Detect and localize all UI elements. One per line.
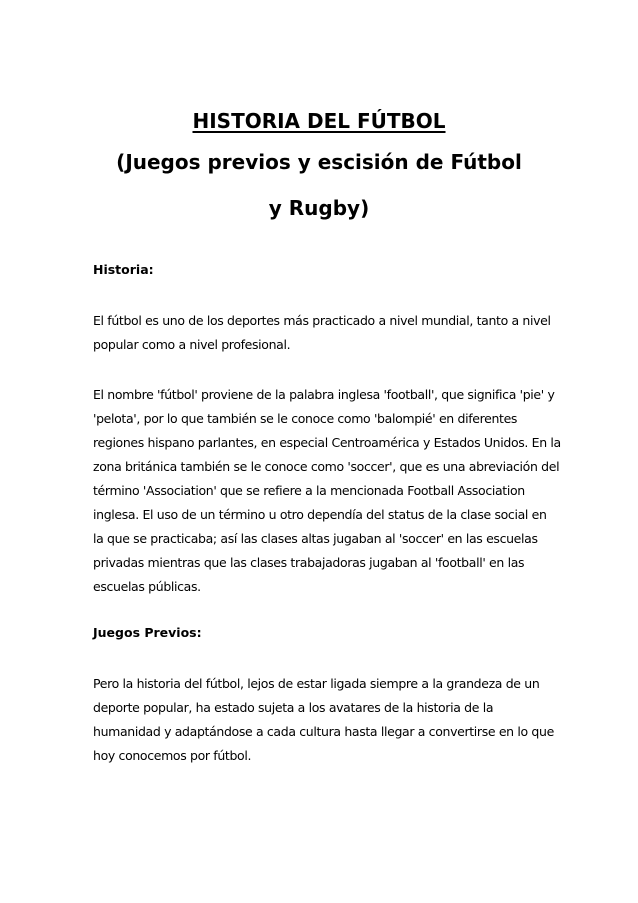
paragraph-line: popular como a nivel profesional. [93, 337, 291, 352]
section-heading-juegos-previos: Juegos Previos: [93, 625, 202, 640]
paragraph-line: la que se practicaba; así las clases altas jugaban al 'soccer' en las escuelas [93, 531, 538, 546]
document-title: HISTORIA DEL FÚTBOL [192, 109, 446, 133]
paragraph-line: El nombre 'fútbol' proviene de la palabra inglesa 'football', que significa 'pie' y [93, 387, 555, 402]
document-subtitle-line-1: (Juegos previos y escisión de Fútbol [116, 150, 522, 174]
paragraph [93, 383, 561, 599]
paragraph-line: hoy conocemos por fútbol. [93, 748, 252, 763]
paragraph [93, 672, 553, 768]
paragraph-line: escuelas públicas. [93, 579, 201, 594]
paragraph-line: El fútbol es uno de los deportes más practicado a nivel mundial, tanto a nivel [93, 313, 551, 328]
paragraph-line: inglesa. El uso de un término u otro dependía del status de la clase social en [93, 507, 547, 522]
document-subtitle-line-2: y Rugby) [268, 196, 370, 220]
paragraph-line: deporte popular, ha estado sujeta a los avatares de la historia de la [93, 700, 494, 715]
paragraph-line: zona británica también se le conoce como 'soccer', que es una abreviación del [93, 459, 560, 474]
paragraph-line: regiones hispano parlantes, en especial Centroamérica y Estados Unidos. En la [93, 435, 561, 450]
paragraph-line: humanidad y adaptándose a cada cultura hasta llegar a convertirse en lo que [93, 724, 554, 739]
paragraph-line: 'pelota', por lo que también se le conoce como 'balompié' en diferentes [93, 411, 518, 426]
paragraph-line: término 'Association' que se refiere a la mencionada Football Association [93, 483, 525, 498]
paragraph-line: privadas mientras que las clases trabajadoras jugaban al 'football' en las [93, 555, 525, 570]
paragraph-line: Pero la historia del fútbol, lejos de estar ligada siempre a la grandeza de un [93, 676, 540, 691]
paragraph [93, 309, 553, 357]
section-heading-historia: Historia: [93, 262, 154, 277]
